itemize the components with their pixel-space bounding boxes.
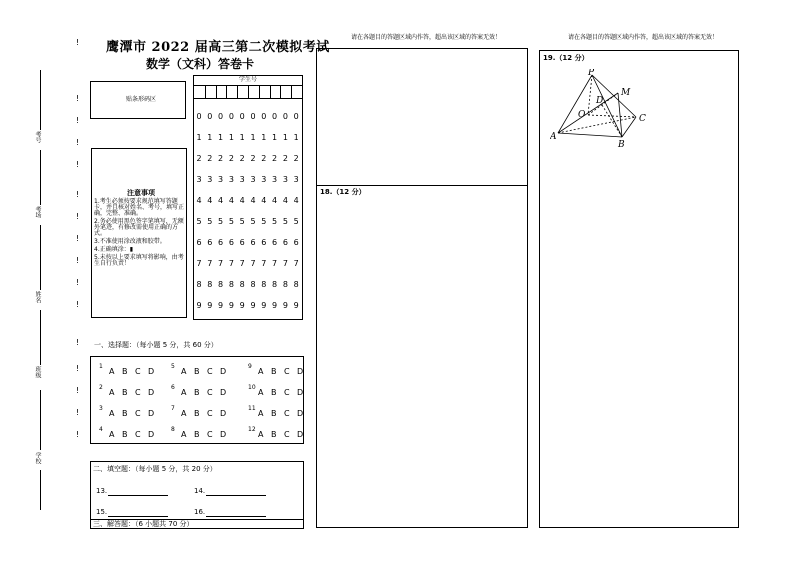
digit-bubble[interactable]: 9 xyxy=(282,301,288,310)
mc-option-c[interactable]: C xyxy=(207,388,213,397)
mc-question-number: 12 xyxy=(248,426,256,433)
digit-bubble[interactable]: 8 xyxy=(293,280,299,289)
cut-mark: ! xyxy=(76,386,80,395)
mc-option-d[interactable]: D xyxy=(297,430,304,439)
digit-bubble[interactable]: 4 xyxy=(207,196,213,205)
mc-option-a[interactable]: A xyxy=(258,367,264,376)
notice-item: 1.考生必须按要求规范填写答题卡，并且核对姓名、考号，填写正确，完整、准确。 xyxy=(94,198,185,217)
cut-mark: ! xyxy=(76,190,80,199)
mc-option-c[interactable]: C xyxy=(207,409,213,418)
cut-mark: ! xyxy=(76,160,80,169)
mc-option-d[interactable]: D xyxy=(297,388,304,397)
notice-item: 4.正确填涂：▮ xyxy=(94,246,134,253)
mc-option-d[interactable]: D xyxy=(148,367,155,376)
cut-mark: ! xyxy=(76,338,80,347)
mc-option-c[interactable]: C xyxy=(284,388,290,397)
mc-question-number: 9 xyxy=(248,363,252,370)
digit-bubble[interactable]: 4 xyxy=(282,196,288,205)
mc-option-a[interactable]: A xyxy=(181,430,187,439)
label-D: D xyxy=(596,96,604,106)
mc-option-a[interactable]: A xyxy=(181,409,187,418)
fill-in-box xyxy=(90,461,304,529)
digit-bubble[interactable]: 8 xyxy=(239,280,245,289)
digit-bubble[interactable]: 2 xyxy=(250,154,256,163)
digit-bubble[interactable]: 7 xyxy=(218,259,224,268)
digit-bubble[interactable]: 6 xyxy=(250,238,256,247)
mc-option-b[interactable]: B xyxy=(271,367,277,376)
digit-bubble[interactable]: 4 xyxy=(228,196,234,205)
digit-bubble[interactable]: 5 xyxy=(207,217,213,226)
digit-bubble[interactable]: 7 xyxy=(282,259,288,268)
grid-column-line xyxy=(259,85,260,98)
mc-question-number: 8 xyxy=(171,426,175,433)
digit-bubble[interactable]: 2 xyxy=(293,154,299,163)
digit-bubble[interactable]: 1 xyxy=(261,133,267,142)
question-19-label: 19.（12 分） xyxy=(543,54,589,62)
digit-bubble[interactable]: 8 xyxy=(218,280,224,289)
digit-bubble[interactable]: 5 xyxy=(282,217,288,226)
digit-bubble[interactable]: 4 xyxy=(239,196,245,205)
mc-option-a[interactable]: A xyxy=(109,388,115,397)
cut-mark: ! xyxy=(76,38,80,47)
mc-option-d[interactable]: D xyxy=(220,367,227,376)
digit-bubble[interactable]: 3 xyxy=(250,175,256,184)
mc-question-number: 4 xyxy=(99,426,103,433)
mc-option-a[interactable]: A xyxy=(258,430,264,439)
digit-bubble[interactable]: 6 xyxy=(282,238,288,247)
notice-item: 5.未按以上要求填写将影响，由考生自行负责！ xyxy=(94,254,184,267)
mc-question-number: 6 xyxy=(171,384,175,391)
digit-bubble[interactable]: 6 xyxy=(207,238,213,247)
cut-mark: ! xyxy=(76,364,80,373)
digit-bubble[interactable]: 3 xyxy=(207,175,213,184)
digit-bubble[interactable]: 2 xyxy=(218,154,224,163)
mc-option-b[interactable]: B xyxy=(194,430,200,439)
digit-bubble[interactable]: 0 xyxy=(282,112,288,121)
digit-bubble[interactable]: 0 xyxy=(196,112,202,121)
digit-bubble[interactable]: 4 xyxy=(272,196,278,205)
digit-bubble[interactable]: 7 xyxy=(207,259,213,268)
label-exam-room: 考场 xyxy=(34,206,41,218)
cut-mark: ! xyxy=(76,430,80,439)
cut-mark: ! xyxy=(76,116,80,125)
digit-bubble[interactable]: 5 xyxy=(196,217,202,226)
digit-bubble[interactable]: 0 xyxy=(272,112,278,121)
edge-PB xyxy=(592,75,622,137)
digit-bubble[interactable]: 8 xyxy=(207,280,213,289)
digit-bubble[interactable]: 1 xyxy=(282,133,288,142)
barcode-area xyxy=(90,81,186,119)
label-M: M xyxy=(621,88,631,98)
grid-column-line xyxy=(270,85,271,98)
mc-option-c[interactable]: C xyxy=(284,430,290,439)
digit-bubble[interactable]: 2 xyxy=(196,154,202,163)
label-exam-number: 考号 xyxy=(34,131,41,143)
digit-bubble[interactable]: 5 xyxy=(261,217,267,226)
label-P: P xyxy=(588,69,595,78)
question-divider xyxy=(317,185,527,186)
digit-bubble[interactable]: 7 xyxy=(239,259,245,268)
digit-bubble[interactable]: 7 xyxy=(272,259,278,268)
digit-bubble[interactable]: 9 xyxy=(228,301,234,310)
digit-bubble[interactable]: 1 xyxy=(196,133,202,142)
digit-bubble[interactable]: 5 xyxy=(272,217,278,226)
mc-option-a[interactable]: A xyxy=(258,388,264,397)
blank-label-14: 14. xyxy=(194,487,206,495)
digit-bubble[interactable]: 9 xyxy=(218,301,224,310)
digit-bubble[interactable]: 6 xyxy=(218,238,224,247)
digit-bubble[interactable]: 0 xyxy=(250,112,256,121)
edge-AM xyxy=(558,93,618,133)
digit-bubble[interactable]: 4 xyxy=(218,196,224,205)
mc-option-c[interactable]: C xyxy=(284,409,290,418)
mc-question-number: 11 xyxy=(248,405,256,412)
digit-bubble[interactable]: 1 xyxy=(207,133,213,142)
edge-PA xyxy=(558,75,592,133)
digit-bubble[interactable]: 0 xyxy=(293,112,299,121)
mc-option-b[interactable]: B xyxy=(194,367,200,376)
digit-bubble[interactable]: 8 xyxy=(196,280,202,289)
grid-column-line xyxy=(237,85,238,98)
digit-bubble[interactable]: 3 xyxy=(272,175,278,184)
notice-title: 注意事项 xyxy=(127,189,155,197)
grid-column-line xyxy=(280,85,281,98)
fill-line xyxy=(40,470,41,510)
cut-mark: ! xyxy=(76,256,80,265)
digit-bubble[interactable]: 5 xyxy=(250,217,256,226)
digit-bubble[interactable]: 3 xyxy=(293,175,299,184)
digit-bubble[interactable]: 8 xyxy=(261,280,267,289)
mc-option-a[interactable]: A xyxy=(181,388,187,397)
digit-bubble[interactable]: 7 xyxy=(293,259,299,268)
label-C: C xyxy=(639,114,646,124)
grid-divider xyxy=(194,98,302,99)
blank-14-line[interactable] xyxy=(206,495,266,496)
fill-line xyxy=(40,70,41,130)
digit-bubble[interactable]: 2 xyxy=(207,154,213,163)
fill-line xyxy=(40,390,41,450)
mc-option-d[interactable]: D xyxy=(148,430,155,439)
notice-list xyxy=(94,199,184,269)
question-18-label: 18.（12 分） xyxy=(320,188,366,196)
mc-question-number: 5 xyxy=(171,363,175,370)
blank-label-13: 13. xyxy=(96,487,108,495)
mc-option-b[interactable]: B xyxy=(122,409,128,418)
mc-option-c[interactable]: C xyxy=(207,367,213,376)
student-number-header: 学生号 xyxy=(238,76,257,83)
exam-title: 鹰潭市 2022 届高三第二次模拟考试 xyxy=(106,40,330,55)
section2-heading: 二、填空题：（每小题 5 分，共 20 分） xyxy=(93,465,217,473)
digit-bubble[interactable]: 5 xyxy=(228,217,234,226)
digit-bubble[interactable]: 9 xyxy=(196,301,202,310)
digit-bubble[interactable]: 9 xyxy=(250,301,256,310)
digit-bubble[interactable]: 8 xyxy=(282,280,288,289)
digit-bubble[interactable]: 6 xyxy=(228,238,234,247)
grid-column-line xyxy=(248,85,249,98)
blank-label-15: 15. xyxy=(96,508,108,516)
mc-option-b[interactable]: B xyxy=(271,430,277,439)
mc-question-number: 7 xyxy=(171,405,175,412)
label-class: 班级 xyxy=(34,366,41,378)
mc-option-c[interactable]: C xyxy=(135,409,141,418)
mc-option-b[interactable]: B xyxy=(122,430,128,439)
digit-bubble[interactable]: 0 xyxy=(261,112,267,121)
cut-mark: ! xyxy=(76,408,80,417)
digit-bubble[interactable]: 9 xyxy=(261,301,267,310)
digit-bubble[interactable]: 8 xyxy=(250,280,256,289)
blank-13-line[interactable] xyxy=(108,495,168,496)
digit-bubble[interactable]: 2 xyxy=(272,154,278,163)
cut-mark: ! xyxy=(76,278,80,287)
digit-bubble[interactable]: 9 xyxy=(239,301,245,310)
mc-question-number: 1 xyxy=(99,363,103,370)
mc-question-number: 3 xyxy=(99,405,103,412)
grid-column-line xyxy=(226,85,227,98)
digit-bubble[interactable]: 2 xyxy=(239,154,245,163)
exam-subtitle: 数学（文科）答卷卡 xyxy=(146,57,255,71)
mc-option-d[interactable]: D xyxy=(148,388,155,397)
mc-option-b[interactable]: B xyxy=(122,388,128,397)
label-school: 学校 xyxy=(34,452,41,464)
fill-line xyxy=(40,310,41,365)
mc-option-d[interactable]: D xyxy=(220,388,227,397)
label-name: 姓名 xyxy=(34,291,41,303)
digit-bubble[interactable]: 0 xyxy=(218,112,224,121)
mc-option-d[interactable]: D xyxy=(220,409,227,418)
digit-bubble[interactable]: 4 xyxy=(196,196,202,205)
notice-box xyxy=(91,148,187,318)
digit-bubble[interactable]: 0 xyxy=(228,112,234,121)
digit-bubble[interactable]: 7 xyxy=(228,259,234,268)
pyramid-figure xyxy=(550,69,670,154)
mc-option-c[interactable]: C xyxy=(135,388,141,397)
digit-bubble[interactable]: 8 xyxy=(228,280,234,289)
digit-bubble[interactable]: 1 xyxy=(293,133,299,142)
digit-bubble[interactable]: 3 xyxy=(228,175,234,184)
digit-bubble[interactable]: 4 xyxy=(293,196,299,205)
mc-option-a[interactable]: A xyxy=(109,409,115,418)
grid-column-line xyxy=(205,85,206,98)
edge-DB xyxy=(602,105,622,137)
warning-text: 请在各题目的答题区域内作答，超出该区域的答案无效！ xyxy=(568,34,719,41)
fill-line xyxy=(40,150,41,205)
mc-option-a[interactable]: A xyxy=(258,409,264,418)
digit-bubble[interactable]: 4 xyxy=(250,196,256,205)
mc-option-d[interactable]: D xyxy=(297,367,304,376)
grid-column-line xyxy=(291,85,292,98)
cut-mark: ! xyxy=(76,300,80,309)
mc-option-b[interactable]: B xyxy=(194,388,200,397)
cut-mark: ! xyxy=(76,212,80,221)
digit-bubble[interactable]: 5 xyxy=(239,217,245,226)
mc-option-c[interactable]: C xyxy=(284,367,290,376)
blank-label-16: 16. xyxy=(194,508,206,516)
digit-bubble[interactable]: 3 xyxy=(218,175,224,184)
notice-item: 3.不准使用涂改液和胶带。 xyxy=(94,238,166,245)
mc-option-b[interactable]: B xyxy=(271,409,277,418)
digit-bubble[interactable]: 1 xyxy=(239,133,245,142)
edge-AB xyxy=(558,133,622,137)
mc-option-d[interactable]: D xyxy=(297,409,304,418)
mc-question-number: 10 xyxy=(248,384,256,391)
digit-bubble[interactable]: 5 xyxy=(218,217,224,226)
mc-option-d[interactable]: D xyxy=(148,409,155,418)
mc-option-b[interactable]: B xyxy=(194,409,200,418)
digit-bubble[interactable]: 9 xyxy=(293,301,299,310)
digit-bubble[interactable]: 6 xyxy=(261,238,267,247)
cut-mark: ! xyxy=(76,138,80,147)
digit-bubble[interactable]: 2 xyxy=(228,154,234,163)
digit-bubble[interactable]: 7 xyxy=(196,259,202,268)
mc-option-a[interactable]: A xyxy=(109,430,115,439)
digit-bubble[interactable]: 3 xyxy=(282,175,288,184)
answer-area-middle[interactable] xyxy=(316,48,528,528)
section1-heading: 一、选择题：（每小题 5 分，共 60 分） xyxy=(94,341,218,349)
fill-line xyxy=(40,225,41,290)
digit-bubble[interactable]: 2 xyxy=(261,154,267,163)
multiple-choice-box xyxy=(90,356,304,444)
answer-area-right[interactable] xyxy=(539,50,739,528)
digit-bubble[interactable]: 9 xyxy=(207,301,213,310)
mc-option-c[interactable]: C xyxy=(135,430,141,439)
digit-bubble[interactable]: 7 xyxy=(250,259,256,268)
digit-bubble[interactable]: 1 xyxy=(250,133,256,142)
mc-question-number: 2 xyxy=(99,384,103,391)
mc-option-d[interactable]: D xyxy=(220,430,227,439)
digit-bubble[interactable]: 6 xyxy=(293,238,299,247)
digit-bubble[interactable]: 0 xyxy=(207,112,213,121)
barcode-label: 贴条形码区 xyxy=(126,96,157,103)
blank-15-line[interactable] xyxy=(108,516,168,517)
digit-bubble[interactable]: 1 xyxy=(228,133,234,142)
digit-bubble[interactable]: 5 xyxy=(293,217,299,226)
mc-option-b[interactable]: B xyxy=(122,367,128,376)
label-A: A xyxy=(550,132,557,142)
digit-bubble[interactable]: 9 xyxy=(272,301,278,310)
student-number-grid xyxy=(193,75,303,320)
edge-BC xyxy=(622,117,636,137)
label-O: O xyxy=(578,110,586,120)
blank-16-line[interactable] xyxy=(206,516,266,517)
cut-mark: ! xyxy=(76,234,80,243)
cut-mark: ! xyxy=(76,94,80,103)
mc-option-a[interactable]: A xyxy=(109,367,115,376)
digit-bubble[interactable]: 1 xyxy=(272,133,278,142)
mc-option-c[interactable]: C xyxy=(207,430,213,439)
digit-bubble[interactable]: 8 xyxy=(272,280,278,289)
digit-bubble[interactable]: 3 xyxy=(196,175,202,184)
digit-bubble[interactable]: 6 xyxy=(272,238,278,247)
digit-bubble[interactable]: 0 xyxy=(239,112,245,121)
digit-bubble[interactable]: 2 xyxy=(282,154,288,163)
notice-item: 2.务必使用黑色签字笔填写，无额外笔迹，有修改需使用正确的方式。 xyxy=(94,218,184,237)
mc-option-c[interactable]: C xyxy=(135,367,141,376)
digit-bubble[interactable]: 3 xyxy=(261,175,267,184)
digit-bubble[interactable]: 6 xyxy=(239,238,245,247)
digit-bubble[interactable]: 6 xyxy=(196,238,202,247)
digit-bubble[interactable]: 4 xyxy=(261,196,267,205)
digit-bubble[interactable]: 1 xyxy=(218,133,224,142)
grid-column-line xyxy=(216,85,217,98)
label-B: B xyxy=(618,140,625,150)
digit-bubble[interactable]: 7 xyxy=(261,259,267,268)
mc-option-b[interactable]: B xyxy=(271,388,277,397)
mc-option-a[interactable]: A xyxy=(181,367,187,376)
section3-heading: 三、解答题：（6 小题共 70 分） xyxy=(93,520,194,528)
digit-bubble[interactable]: 3 xyxy=(239,175,245,184)
warning-text: 请在各题目的答题区域内作答，超出该区域的答案无效！ xyxy=(351,34,502,41)
